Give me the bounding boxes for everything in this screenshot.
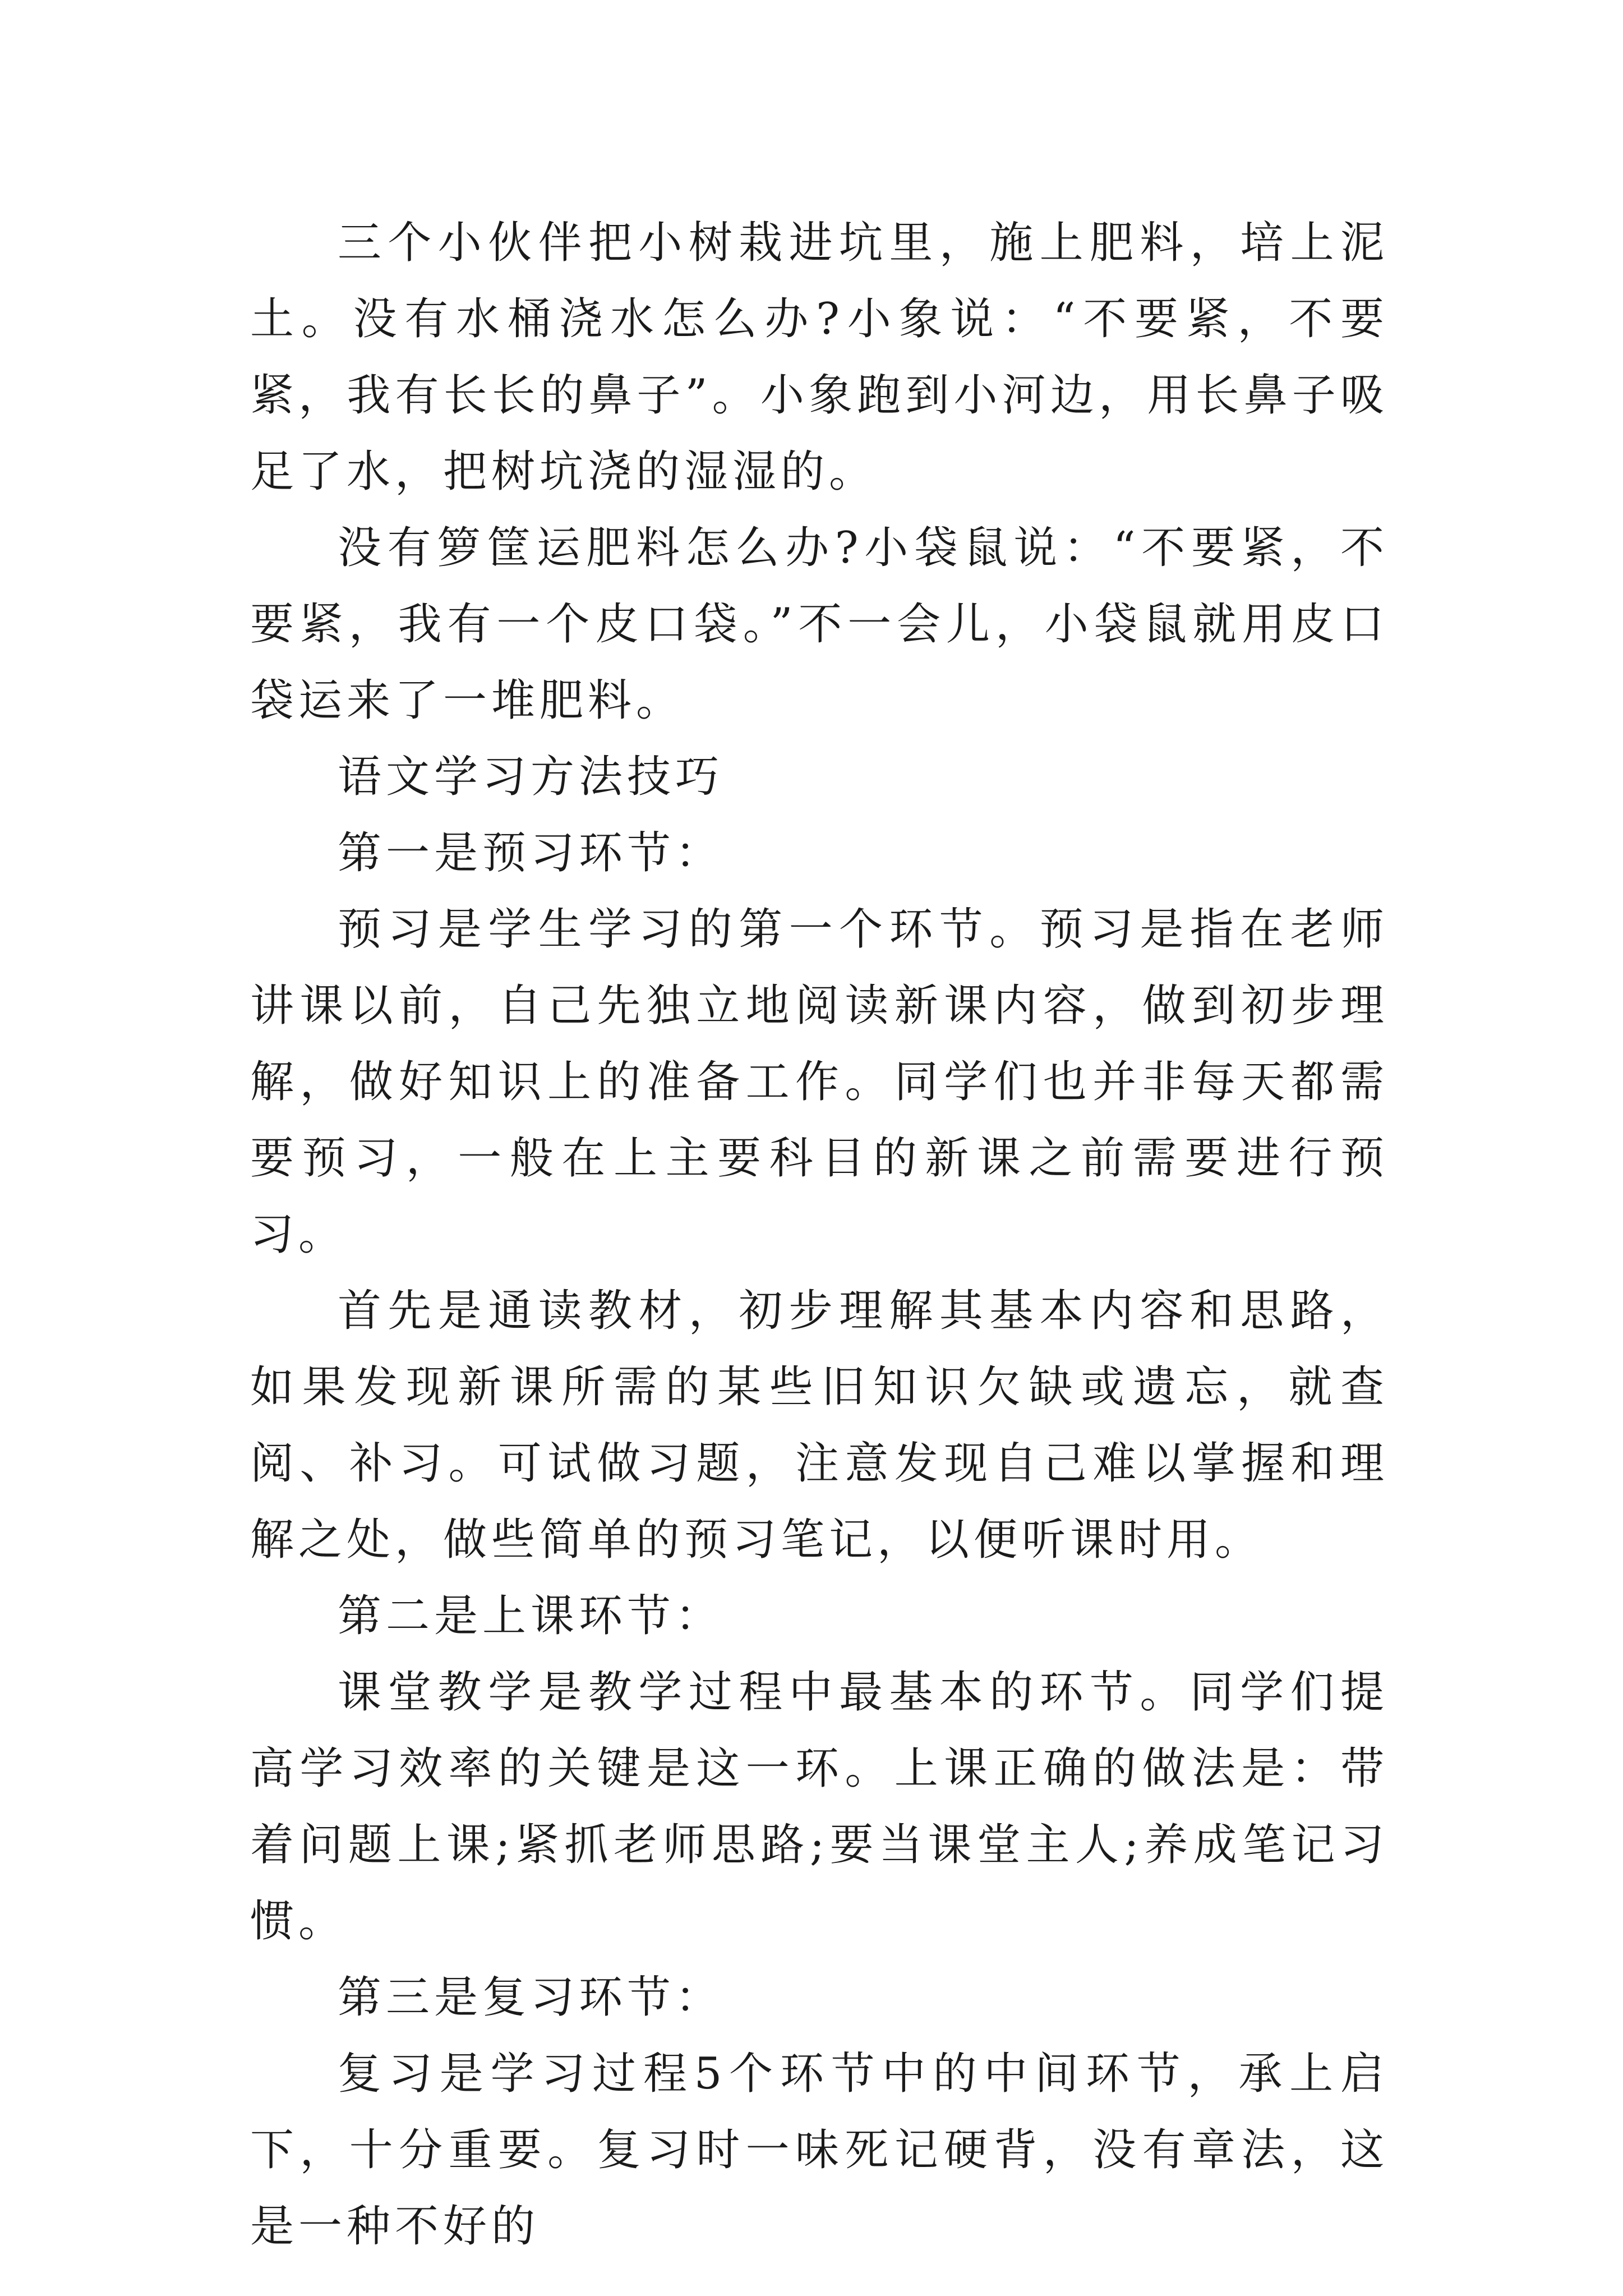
paragraph-review-method: 复习是学习过程5个环节中的中间环节，承上启下，十分重要。复习时一味死记硬背，没有章法，这是一种不好的 (250, 2049, 1389, 2252)
subheading-preview-step: 第一是预习环节： (338, 828, 724, 878)
section-heading-study-methods: 语文学习方法技巧 (338, 752, 724, 802)
paragraph-preview-method: 首先是通读教材，初步理解其基本内容和思路，如果发现新课所需的某些旧知识欠缺或遗忘，就查阅、补习。可试做习题，注意发现自己难以掌握和理解之处，做些简单的预习笔记，以便听课时用。 (250, 1286, 1389, 1565)
paragraph-preview-definition: 预习是学生学习的第一个环节。预习是指在老师讲课以前，自己先独立地阅读新课内容，做到初步理解，做好知识上的准备工作。同学们也并非每天都需要预习，一般在上主要科目的新课之前需要进行预习。 (250, 904, 1389, 1260)
paragraph-class-method: 课堂教学是教学过程中最基本的环节。同学们提高学习效率的关键是这一环。上课正确的做法是：带着问题上课;紧抓老师思路;要当课堂主人;养成笔记习惯。 (250, 1667, 1389, 1947)
subheading-class-step: 第二是上课环节： (338, 1591, 724, 1641)
document-body (250, 205, 1389, 2265)
paragraph-tree-planting: 三个小伙伴把小树栽进坑里，施上肥料，培上泥土。没有水桶浇水怎么办?小象说：“不要紧，不要紧，我有长长的鼻子”。小象跑到小河边，用长鼻子吸足了水，把树坑浇的湿湿的。 (250, 218, 1389, 497)
subheading-review-step: 第三是复习环节： (338, 1972, 724, 2023)
paragraph-kangaroo-fertilizer: 没有箩筐运肥料怎么办?小袋鼠说：“不要紧，不要紧，我有一个皮口袋。”不一会儿，小袋鼠就用皮口袋运来了一堆肥料。 (250, 523, 1389, 726)
